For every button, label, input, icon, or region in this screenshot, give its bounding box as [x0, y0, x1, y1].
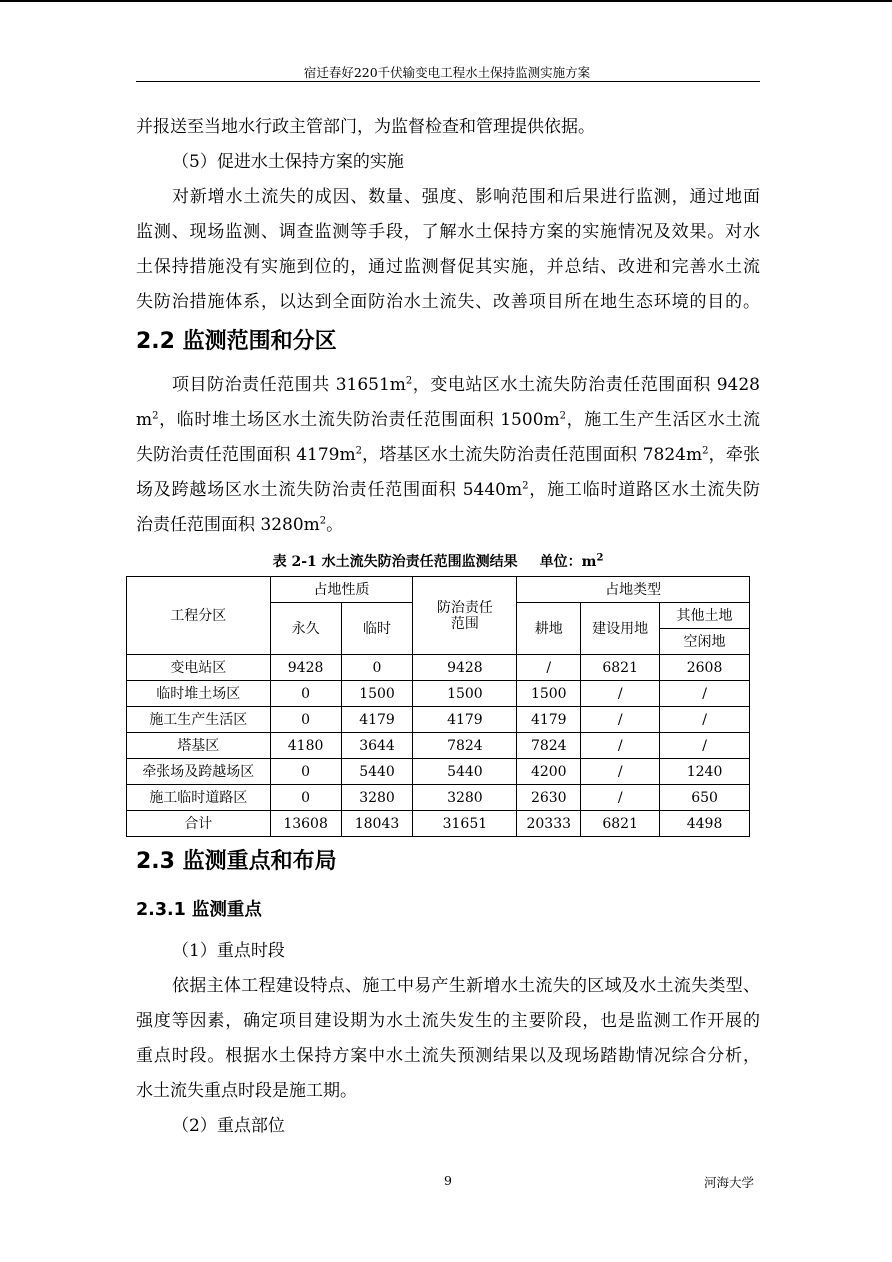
section-heading-2-3: 2.3 监测重点和布局 [136, 849, 337, 874]
table-cell: 13608 [270, 811, 341, 837]
table-cell: 1500 [413, 681, 517, 707]
table-cell: 18043 [341, 811, 413, 837]
paragraph-line: 失防治责任范围面积 $4179m^2$，塔基区水土流失防治责任范围面积 $7824m^2$，牵张 [136, 445, 761, 465]
table-cell: / [581, 733, 660, 759]
paragraph-line: 依据主体工程建设特点、施工中易产生新增水土流失的区域及水土流失类型、 [172, 976, 760, 996]
page-header: 宿迁春好220千伏输变电工程水土保持监测实施方案 [303, 65, 591, 80]
paragraph-line: 重点时段。根据水土保持方案中水土流失预测结果以及现场踏勘情况综合分析， [136, 1046, 760, 1066]
paragraph-line: 场及跨越场区水土流失防治责任范围面积 $5440m^2$，施工临时道路区水土流失防 [136, 480, 760, 500]
paragraph-line: 对新增水土流失的成因、数量、强度、影响范围和后果进行监测，通过地面 [172, 187, 760, 207]
table-cell: / [660, 733, 750, 759]
table-cell: 2608 [660, 655, 750, 681]
table-cell: 31651 [413, 811, 517, 837]
paragraph-line: $m^2$，临时堆土场区水土流失防治责任范围面积 $1500m^2$，施工生产生活区水土流 [136, 410, 761, 430]
paragraph-line: 土保持措施没有实施到位的，通过监测督促其实施，并总结、改进和完善水土流 [136, 257, 760, 277]
subsection-heading-2-3-1: 2.3.1 监测重点 [136, 900, 262, 920]
paragraph-line: 并报送至当地水行政主管部门，为监督检查和管理提供依据。 [136, 117, 595, 137]
table-cell: 牵张场及跨越场区 [127, 759, 271, 785]
header-land-type: 占地类型 [517, 577, 750, 603]
table-row [127, 733, 750, 759]
table-cell: 4498 [660, 811, 750, 837]
header-rule [136, 81, 760, 82]
page-number: 9 [444, 1173, 452, 1188]
table-cell: 1500 [341, 681, 413, 707]
table-cell: / [517, 655, 581, 681]
paragraph-line: 失防治措施体系，以达到全面防治水土流失、改善项目所在地生态环境的目的。 [136, 292, 760, 312]
table-cell: 9428 [270, 655, 341, 681]
list-item-2: （2）重点部位 [172, 1116, 285, 1136]
table-cell: 4200 [517, 759, 581, 785]
table-cell: 塔基区 [127, 733, 271, 759]
table-cell: / [660, 681, 750, 707]
paragraph-line: 水土流失重点时段是施工期。 [136, 1081, 357, 1101]
table-row [127, 655, 750, 681]
table-cell: 7824 [413, 733, 517, 759]
table-cell: 9428 [413, 655, 517, 681]
table-total-row [127, 811, 750, 837]
table-cell: 3280 [341, 785, 413, 811]
table-cell: 650 [660, 785, 750, 811]
table-cell: 4179 [341, 707, 413, 733]
table-cell: / [581, 707, 660, 733]
table-row [127, 681, 750, 707]
table-cell: 0 [270, 785, 341, 811]
table-cell: 变电站区 [127, 655, 271, 681]
table-cell: 1500 [517, 681, 581, 707]
table-cell: / [581, 759, 660, 785]
top-border [0, 0, 892, 2]
table-cell: 3280 [413, 785, 517, 811]
table-row [127, 707, 750, 733]
table-cell: 3644 [341, 733, 413, 759]
table-cell: 2630 [517, 785, 581, 811]
table-cell: 20333 [517, 811, 581, 837]
paragraph-line: 项目防治责任范围共 $31651m^2$，变电站区水土流失防治责任范围面积 9428 [172, 375, 761, 395]
section-heading-2-2: 2.2 监测范围和分区 [136, 329, 337, 354]
header-district: 工程分区 [127, 577, 271, 655]
paragraph-line: 监测、现场监测、调查监测等手段，了解水土保持方案的实施情况及效果。对水 [136, 222, 760, 242]
table-cell: 0 [270, 707, 341, 733]
table-row [127, 759, 750, 785]
header-land-nature: 占地性质 [270, 577, 413, 603]
table-cell: 临时堆土场区 [127, 681, 271, 707]
table-cell: 1240 [660, 759, 750, 785]
header-temporary: 临时 [341, 603, 413, 655]
table-cell: 4179 [413, 707, 517, 733]
table-row [127, 785, 750, 811]
list-item-5: （5）促进水土保持方案的实施 [172, 152, 404, 172]
table-cell: 7824 [517, 733, 581, 759]
header-farmland: 耕地 [517, 603, 581, 655]
paragraph-line: 强度等因素，确定项目建设期为水土流失发生的主要阶段，也是监测工作开展的 [136, 1011, 760, 1031]
table-cell: 施工临时道路区 [127, 785, 271, 811]
table-cell: 4179 [517, 707, 581, 733]
list-item-1: （1）重点时段 [172, 941, 285, 961]
table-cell: 0 [341, 655, 413, 681]
table-cell: 5440 [413, 759, 517, 785]
table-cell: 施工生产生活区 [127, 707, 271, 733]
table-cell: 6821 [581, 811, 660, 837]
table-cell: 合计 [127, 811, 271, 837]
table-header-row [127, 577, 750, 603]
table-cell: 0 [270, 681, 341, 707]
table-cell: 5440 [341, 759, 413, 785]
header-permanent: 永久 [270, 603, 341, 655]
table-cell: 6821 [581, 655, 660, 681]
table-cell: 0 [270, 759, 341, 785]
header-responsibility: 防治责任 范围 [413, 577, 517, 655]
responsibility-area-table [126, 576, 750, 837]
table-cell: / [581, 785, 660, 811]
table-cell: / [660, 707, 750, 733]
paragraph-line: 治责任范围面积 $3280m^2$。 [136, 515, 344, 535]
header-other-land: 其他土地 [660, 603, 750, 629]
table-cell: 4180 [270, 733, 341, 759]
table-cell: / [581, 681, 660, 707]
table-caption: 表 2-1 水土流失防治责任范围监测结果 单位：$m^2$ [272, 552, 604, 570]
header-idle-land: 空闲地 [660, 629, 750, 655]
footer-organization: 河海大学 [704, 1175, 755, 1190]
header-construction: 建设用地 [581, 603, 660, 655]
